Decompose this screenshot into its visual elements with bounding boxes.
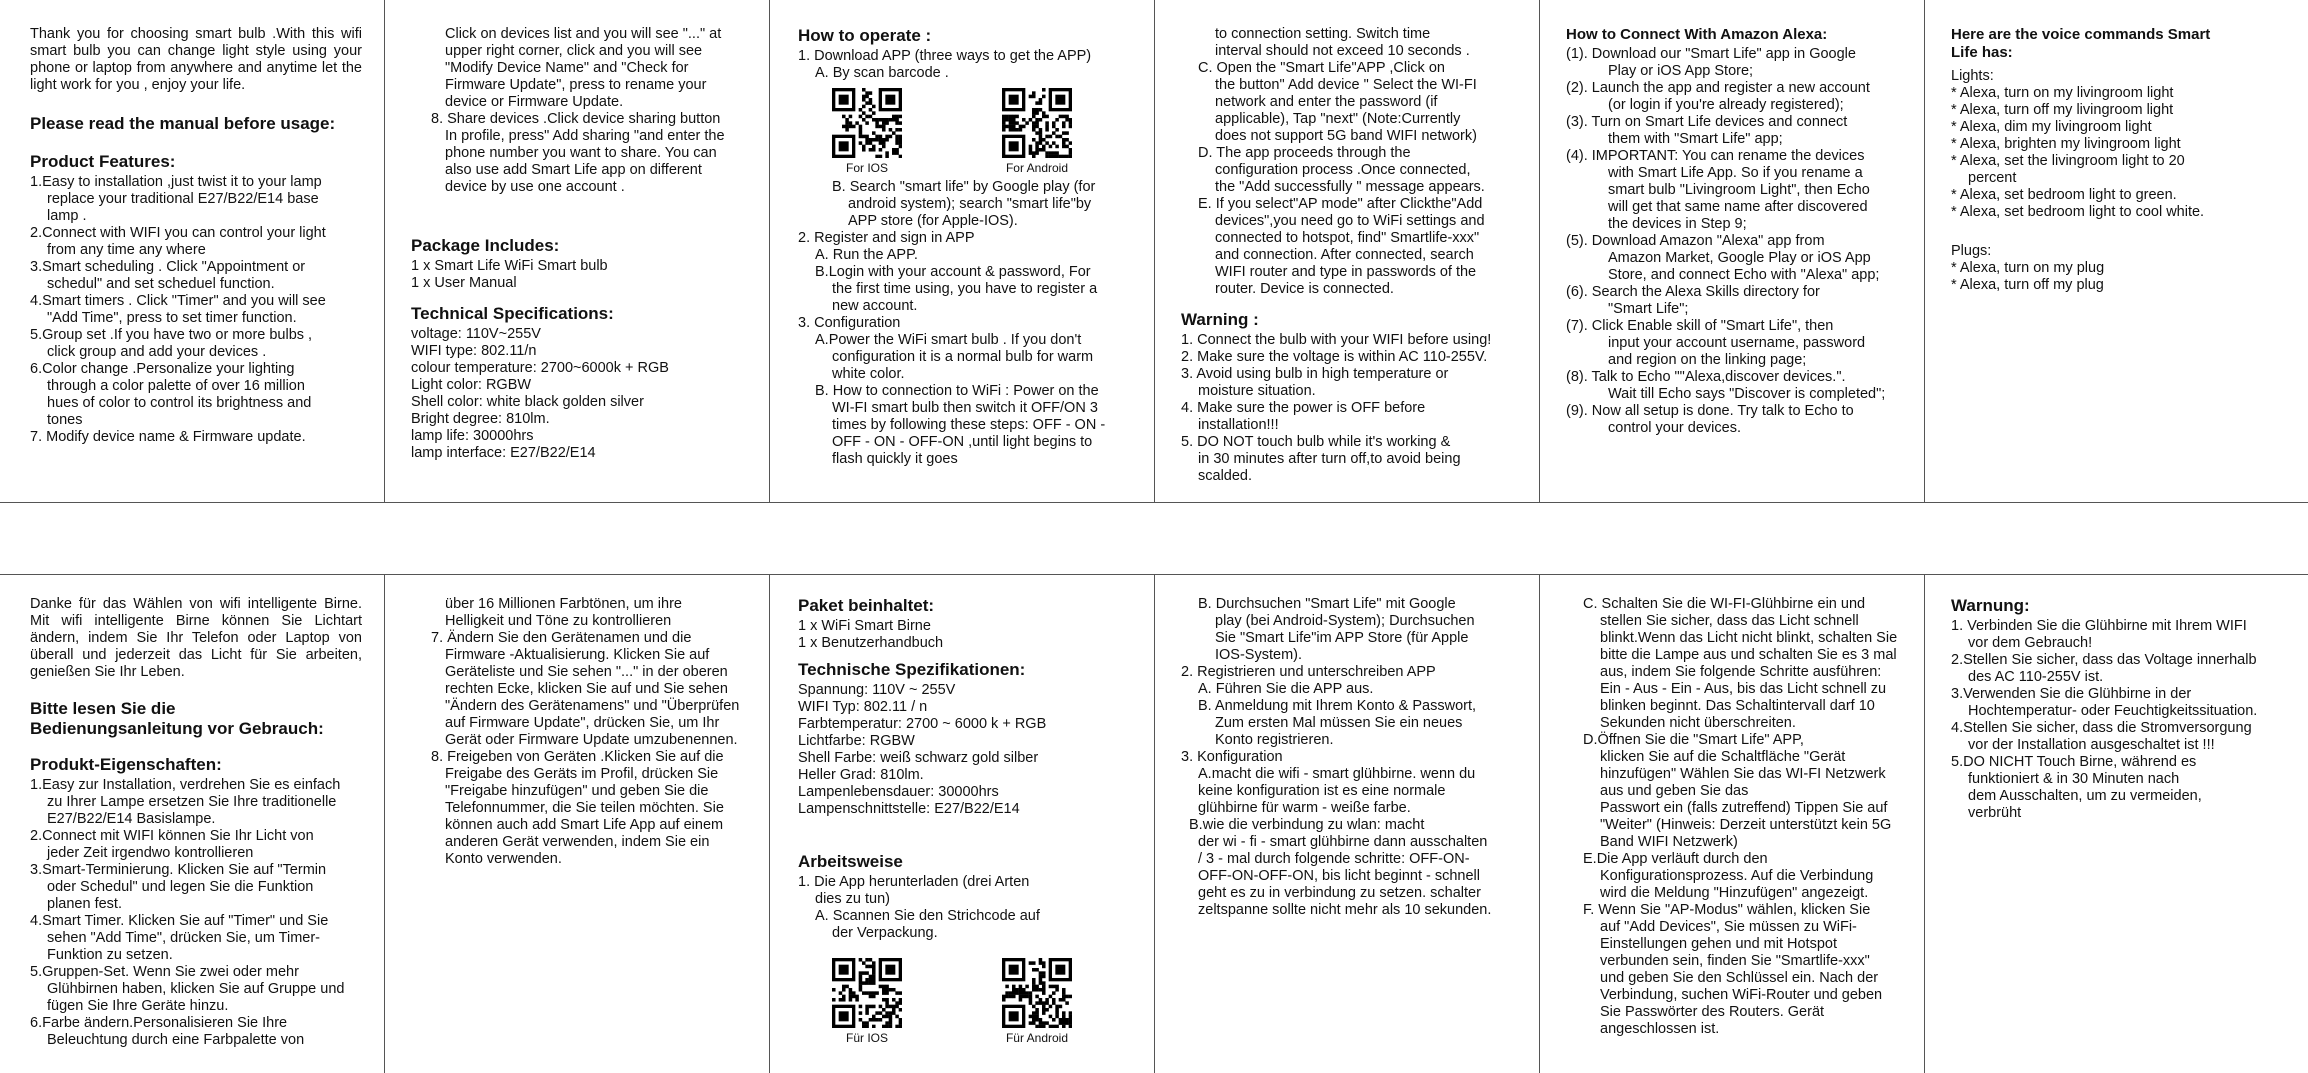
- alexa-step: (or login if you're already registered);: [1608, 97, 1844, 113]
- step-line: B. Search "smart life" by Google play (for: [832, 179, 1096, 195]
- specs-heading: Technical Specifications:: [411, 304, 614, 323]
- warning-item: installation!!!: [1198, 417, 1279, 433]
- voice-command: * Alexa, turn on my livingroom light: [1951, 85, 2174, 101]
- step-line: der Verpackung.: [832, 925, 938, 941]
- step-line: 2. Registrieren und unterschreiben APP: [1181, 664, 1436, 680]
- qr-code-icon: [1002, 958, 1072, 1028]
- list-item: 3.Smart-Terminierung. Klicken Sie auf "Termin: [30, 862, 327, 878]
- package-item: 1 x Smart Life WiFi Smart bulb: [411, 258, 608, 274]
- alexa-step: input your account username, password: [1608, 335, 1866, 351]
- alexa-step: the devices in Step 9;: [1608, 216, 1747, 232]
- panel-operate-en: [770, 0, 1155, 502]
- voice-command: * Alexa, set bedroom light to cool white.: [1951, 204, 2205, 220]
- list-item: Glühbirnen haben, klicken Sie auf Gruppe und: [47, 981, 345, 997]
- text-line: phone number you want to share. You can: [445, 145, 717, 161]
- english-row: [0, 0, 2308, 502]
- step-line: 1. Die App herunterladen (drei Arten: [798, 874, 1030, 890]
- alexa-step: Amazon Market, Google Play or iOS App: [1608, 250, 1871, 266]
- step-line: Sekunden nicht überschreiten.: [1600, 715, 1796, 731]
- warning-item: 2. Make sure the voltage is within AC 110-255V.: [1181, 349, 1488, 365]
- voice-command: percent: [1968, 170, 2017, 186]
- list-item: zu Ihrer Lampe ersetzen Sie Ihre traditionelle: [47, 794, 337, 810]
- step-line: 2. Register and sign in APP: [798, 230, 975, 246]
- list-item: 1.Easy zur Installation, verdrehen Sie es einfach: [30, 777, 341, 793]
- list-item: 6.Farbe ändern.Personalisieren Sie Ihre: [30, 1015, 288, 1031]
- voice-command: * Alexa, turn on my plug: [1951, 260, 2105, 276]
- warning-item: Hochtemperatur- oder Feuchtigkeitssituation.: [1968, 703, 2258, 719]
- spec-item: Farbtemperatur: 2700 ~ 6000 k + RGB: [798, 716, 1047, 732]
- step-line: angeschlossen ist.: [1600, 1021, 1720, 1037]
- panel-alexa-en: [1540, 0, 1925, 502]
- step-line: "Weiter" (Hinweis: Derzeit unterstützt kein 5G: [1600, 817, 1892, 833]
- package-item: 1 x Benutzerhandbuch: [798, 635, 944, 651]
- alexa-step: will get that same name after discovered: [1608, 199, 1868, 215]
- manual-heading: Bedienungsanleitung vor Gebrauch:: [30, 719, 324, 738]
- list-item: replace your traditional E27/B22/E14 base: [47, 191, 319, 207]
- text-line: Click on devices list and you will see "..." at: [445, 26, 722, 42]
- step-line: connected to hotspot, find" Smartlife-xxx": [1215, 230, 1480, 246]
- warning-item: 4.Stellen Sie sicher, dass die Stromversorgung: [1951, 720, 2252, 736]
- alexa-step: (6). Search the Alexa Skills directory for: [1566, 284, 1820, 300]
- manual-heading: Please read the manual before usage:: [30, 114, 336, 133]
- spec-item: Lichtfarbe: RGBW: [798, 733, 915, 749]
- step-line: B.wie die verbindung zu wlan: macht: [1189, 817, 1425, 833]
- step-line: D. The app proceeds through the: [1198, 145, 1411, 161]
- warning-item: dem Ausschalten, um zu vermeiden,: [1968, 788, 2202, 804]
- step-line: 3. Konfiguration: [1181, 749, 1283, 765]
- step-line: B. Durchsuchen "Smart Life" mit Google: [1198, 596, 1456, 612]
- step-line: applicable), Tap "next" (Note:Currently: [1215, 111, 1461, 127]
- alexa-step: (7). Click Enable skill of "Smart Life", then: [1566, 318, 1834, 334]
- step-line: Konto registrieren.: [1215, 732, 1334, 748]
- list-item: 3.Smart scheduling . Click "Appointment or: [30, 259, 306, 275]
- warning-item: 1. Verbinden Sie die Glühbirne mit Ihrem WIFI: [1951, 618, 2247, 634]
- alexa-step: with Smart Life App. So if you rename a: [1608, 165, 1863, 181]
- step-line: wird die Meldung "Hinzufügen" angezeigt.: [1600, 885, 1869, 901]
- text-line: 7. Ändern Sie den Gerätenamen und die: [431, 630, 692, 646]
- alexa-step: (3). Turn on Smart Life devices and connect: [1566, 114, 1848, 130]
- spec-item: WIFI Typ: 802.11 / n: [798, 699, 928, 715]
- alexa-step: (8). Talk to Echo ""Alexa,discover devices.".: [1566, 369, 1846, 385]
- step-line: Sie "Smart Life"im APP Store (für Apple: [1215, 630, 1469, 646]
- panel-connect-de: [1540, 574, 1925, 1073]
- qr-ios-label: Für IOS: [845, 1031, 888, 1045]
- alexa-step: Store, and connect Echo with "Alexa" app;: [1608, 267, 1880, 283]
- step-line: IOS-System).: [1215, 647, 1303, 663]
- warning-item: 3. Avoid using bulb in high temperature or: [1181, 366, 1449, 382]
- list-item: click group and add your devices .: [47, 344, 267, 360]
- qr-code-icon: [1002, 88, 1072, 158]
- step-line: configuration it is a normal bulb for warm: [832, 349, 1094, 365]
- step-line: configuration process .Once connected,: [1215, 162, 1471, 178]
- spec-item: Light color: RGBW: [411, 377, 532, 393]
- spec-item: Lampenschnittstelle: E27/B22/E14: [798, 801, 1020, 817]
- qr-ios: [832, 88, 902, 175]
- text-line: 8. Freigeben von Geräten .Klicken Sie auf die: [431, 749, 724, 765]
- step-line: network and enter the password (if: [1215, 94, 1438, 110]
- voice-command: * Alexa, brighten my livingroom light: [1951, 136, 2181, 152]
- text-line: rechten Ecke, klicken Sie auf und Sie sehen: [445, 681, 728, 697]
- step-line: new account.: [832, 298, 918, 314]
- text-line: Gerät oder Firmware Update umzubenennen.: [445, 732, 738, 748]
- step-line: Zum ersten Mal müssen Sie ein neues: [1215, 715, 1463, 731]
- features-heading: Product Features:: [30, 152, 176, 171]
- list-item: 6.Color change .Personalize your lighting: [30, 361, 295, 377]
- warning-item: 1. Connect the bulb with your WIFI before using!: [1181, 332, 1492, 348]
- warning-item: vor der Installation ausgeschaltet ist !!!: [1968, 737, 2215, 753]
- text-line: auf Firmware Update", drücken Sie, um Ihr: [445, 715, 720, 731]
- step-line: does not support 5G band WIFI network): [1215, 128, 1477, 144]
- alexa-step: (4). IMPORTANT: You can rename the devices: [1566, 148, 1865, 164]
- alexa-step: (9). Now all setup is done. Try talk to Echo to: [1566, 403, 1854, 419]
- step-line: F. Wenn Sie "AP-Modus" wählen, klicken Sie: [1583, 902, 1871, 918]
- step-line: the "Add successfully " message appears.: [1215, 179, 1485, 195]
- step-line: C. Open the "Smart Life"APP ,Click on: [1198, 60, 1445, 76]
- voice-command: * Alexa, set the livingroom light to 20: [1951, 153, 2185, 169]
- step-line: B. How to connection to WiFi : Power on the: [815, 383, 1099, 399]
- step-line: D.Öffnen Sie die "Smart Life" APP,: [1583, 732, 1804, 748]
- step-line: stellen Sie sicher, dass das Licht schnell: [1600, 613, 1859, 629]
- alexa-heading: How to Connect With Amazon Alexa:: [1566, 26, 1828, 43]
- list-item: fügen Sie Ihre Geräte hinzu.: [47, 998, 229, 1014]
- step-line: aus, indem Sie folgende Schritte ausführen:: [1600, 664, 1882, 680]
- warning-item: 5.DO NICHT Touch Birne, während es: [1951, 754, 2197, 770]
- step-line: A. Run the APP.: [815, 247, 918, 263]
- step-line: WIFI router and type in passwords of the: [1215, 264, 1477, 280]
- features-list: [30, 174, 362, 446]
- plugs-label: Plugs:: [1951, 243, 1992, 259]
- spec-item: Lampenlebensdauer: 30000hrs: [798, 784, 999, 800]
- text-line: Freigabe des Geräts im Profil, drücken Sie: [445, 766, 719, 782]
- qr-android: [1002, 958, 1072, 1045]
- step-line: E.Die App verläuft durch den: [1583, 851, 1768, 867]
- list-item: hues of color to control its brightness and: [47, 395, 312, 411]
- step-line: der wi - fi - smart glühbirne dann ausschalten: [1198, 834, 1488, 850]
- step-line: 1. Download APP (three ways to get the APP): [798, 48, 1092, 64]
- step-line: klicken Sie auf die Schaltfläche "Gerät: [1600, 749, 1846, 765]
- voice-command: * Alexa, turn off my plug: [1951, 277, 2104, 293]
- step-line: und geben Sie den Schlüssel ein. Nach der: [1600, 970, 1879, 986]
- step-line: auf "Add Devices", Sie müssen zu WiFi-: [1600, 919, 1857, 935]
- spec-item: lamp life: 30000hrs: [411, 428, 534, 444]
- step-line: to connection setting. Switch time: [1215, 26, 1431, 42]
- step-line: blinkt.Wenn das Licht nicht blinkt, schalten Sie: [1600, 630, 1898, 646]
- lights-label: Lights:: [1951, 68, 1994, 84]
- step-line: Konfigurationsprozess. Auf die Verbindung: [1600, 868, 1874, 884]
- qr-android: [1002, 88, 1072, 175]
- qr-ios: [832, 958, 902, 1045]
- manual-heading: Bitte lesen Sie die: [30, 699, 176, 718]
- qr-android-label: For Android: [1005, 161, 1069, 175]
- step-line: A.Power the WiFi smart bulb . If you don't: [815, 332, 1082, 348]
- step-line: flash quickly it goes: [832, 451, 958, 467]
- step-line: bitte die Lampe aus und schalten Sie es 3 mal: [1600, 647, 1897, 663]
- step-line: times by following these steps: OFF - ON -: [832, 417, 1106, 433]
- voice-heading: Life has:: [1951, 44, 2013, 61]
- text-line: 8. Share devices .Click device sharing button: [431, 111, 721, 127]
- step-line: the button" Add device " Select the WI-FI: [1215, 77, 1477, 93]
- list-item: from any time any where: [47, 242, 206, 258]
- list-item: schedul" and set scheduel function.: [47, 276, 275, 292]
- step-line: A. By scan barcode .: [815, 65, 949, 81]
- step-line: android system); search "smart life"by: [848, 196, 1092, 212]
- step-line: white color.: [832, 366, 905, 382]
- operate-heading: Arbeitsweise: [798, 852, 903, 871]
- panel-voice-en: [1925, 0, 2308, 502]
- qr-code-icon: [832, 958, 902, 1028]
- spec-item: lamp interface: E27/B22/E14: [411, 445, 596, 461]
- step-line: Sie Passwörter des Routers. Gerät: [1600, 1004, 1825, 1020]
- warning-item: 2.Stellen Sie sicher, dass das Voltage innerhalb: [1951, 652, 2257, 668]
- qr-code-icon: [832, 88, 902, 158]
- warning-item: in 30 minutes after turn off,to avoid being: [1198, 451, 1461, 467]
- alexa-step: them with "Smart Life" app;: [1608, 131, 1783, 147]
- panel-connect-en: [1155, 0, 1540, 502]
- step-line: OFF - ON - OFF-ON ,until light begins to: [832, 434, 1093, 450]
- list-item: "Add Time", press to set timer function.: [47, 310, 297, 326]
- qr-codes: [798, 88, 1132, 175]
- list-item: 2.Connect with WIFI you can control your light: [30, 225, 326, 241]
- step-line: A. Scannen Sie den Strichcode auf: [815, 908, 1040, 924]
- text-line: Firmware -Aktualisierung. Klicken Sie auf: [445, 647, 710, 663]
- intro-text: Thank you for choosing smart bulb .With this wifi smart bulb you can change light style using your phone or laptop from anywhere and anytime let the light work for you , enjoy your life.: [30, 26, 362, 93]
- spec-item: voltage: 110V~255V: [411, 326, 541, 342]
- list-item: sehen "Add Time", drücken Sie, um Timer-: [47, 930, 321, 946]
- features-heading: Produkt-Eigenschaften:: [30, 755, 222, 774]
- spec-item: Shell color: white black golden silver: [411, 394, 644, 410]
- step-line: aus und geben Sie das: [1600, 783, 1749, 799]
- list-item: 4.Smart timers . Click "Timer" and you will see: [30, 293, 326, 309]
- spec-item: Bright degree: 810lm.: [411, 411, 550, 427]
- step-line: B. Anmeldung mit Ihrem Konto & Passwort,: [1198, 698, 1477, 714]
- alexa-step: (5). Download Amazon "Alexa" app from: [1566, 233, 1825, 249]
- list-item: 5.Gruppen-Set. Wenn Sie zwei oder mehr: [30, 964, 299, 980]
- spec-item: Spannung: 110V ~ 255V: [798, 682, 956, 698]
- step-line: APP store (for Apple-IOS).: [848, 213, 1018, 229]
- list-item: jeder Zeit irgendwo kontrollieren: [47, 845, 254, 861]
- step-line: keine konfiguration ist es eine normale: [1198, 783, 1446, 799]
- list-item: Funktion zu setzen.: [47, 947, 173, 963]
- step-line: 3. Configuration: [798, 315, 901, 331]
- step-line: / 3 - mal durch folgende schritte: OFF-ON-: [1198, 851, 1470, 867]
- warning-item: moisture situation.: [1198, 383, 1316, 399]
- list-item: oder Schedul" und legen Sie die Funktion: [47, 879, 314, 895]
- step-line: hinzufügen" Wählen Sie das WI-FI Netzwerk: [1600, 766, 1886, 782]
- step-line: devices",you need go to WiFi settings and: [1215, 213, 1485, 229]
- text-line: device or Firmware Update.: [445, 94, 624, 110]
- package-item: 1 x WiFi Smart Birne: [798, 618, 931, 634]
- operate-heading: How to operate :: [798, 26, 932, 45]
- spec-item: colour temperature: 2700~6000k + RGB: [411, 360, 669, 376]
- text-line: Helligkeit und Töne zu kontrollieren: [445, 613, 672, 629]
- list-item: 1.Easy to installation ,just twist it to your lamp: [30, 174, 322, 190]
- step-line: OFF-ON-OFF-ON, bis licht beginnt - schnell: [1198, 868, 1480, 884]
- intro-text: Danke für das Wählen von wifi intelligente Birne. Mit wifi intelligente Birne können Sie Lichtart ändern, indem Sie Ihr Telefon oder Laptop von überall und jederzeit das Licht für Sie arbeiten, genießen Sie Ihr Leben.: [30, 596, 362, 680]
- text-line: "Freigabe hinzufügen" und geben Sie die: [445, 783, 709, 799]
- text-line: über 16 Millionen Farbtönen, um ihre: [445, 596, 682, 612]
- text-line: also use add Smart Life app on different: [445, 162, 702, 178]
- warning-item: scalded.: [1198, 468, 1253, 484]
- warning-heading: Warning :: [1181, 310, 1259, 329]
- spec-item: Shell Farbe: weiß schwarz gold silber: [798, 750, 1039, 766]
- list-item: 5.Group set .If you have two or more bulbs ,: [30, 327, 313, 343]
- list-item: lamp .: [47, 208, 87, 224]
- panel-register-de: [1155, 574, 1540, 1073]
- voice-heading: Here are the voice commands Smart: [1951, 26, 2211, 43]
- list-item: Beleuchtung durch eine Farbpalette von: [47, 1032, 305, 1048]
- panel-devices-de: [385, 574, 770, 1073]
- step-line: Einstellungen gehen und mit Hotspot: [1600, 936, 1837, 952]
- top-divider-line: [0, 502, 2308, 503]
- list-item: through a color palette of over 16 million: [47, 378, 305, 394]
- text-line: können auch add Smart Life App auf einem: [445, 817, 724, 833]
- step-line: the first time using, you have to register a: [832, 281, 1098, 297]
- step-line: dies zu tun): [815, 891, 890, 907]
- text-line: In profile, press" Add sharing "and enter the: [445, 128, 725, 144]
- step-line: Verbindung, suchen WiFi-Router und geben: [1600, 987, 1883, 1003]
- list-item: tones: [47, 412, 83, 428]
- warning-item: 5. DO NOT touch bulb while it's working &: [1181, 434, 1451, 450]
- panel-intro-de: [0, 574, 385, 1073]
- step-line: A.macht die wifi - smart glühbirne. wenn du: [1198, 766, 1476, 782]
- qr-codes: [798, 958, 1132, 1045]
- panel-devices-en: [385, 0, 770, 502]
- alexa-step: Wait till Echo says "Discover is completed";: [1608, 386, 1886, 402]
- alexa-step: smart bulb "Livingroom Light", then Echo: [1608, 182, 1870, 198]
- text-line: device by use one account .: [445, 179, 625, 195]
- alexa-step: (2). Launch the app and register a new account: [1566, 80, 1870, 96]
- warning-item: verbrüht: [1968, 805, 2022, 821]
- step-line: and connection. After connected, search: [1215, 247, 1474, 263]
- alexa-step: (1). Download our "Smart Life" app in Google: [1566, 46, 1856, 62]
- warning-item: des AC 110-255V ist.: [1968, 669, 2104, 685]
- alexa-step: "Smart Life";: [1608, 301, 1689, 317]
- step-line: verbunden sein, finden Sie "Smartlife-xxx": [1600, 953, 1870, 969]
- panel-package-de: [770, 574, 1155, 1073]
- list-item: 2.Connect mit WIFI können Sie Ihr Licht von: [30, 828, 314, 844]
- step-line: B.Login with your account & password, For: [815, 264, 1091, 280]
- step-line: Ein - Aus - Ein - Aus, bis das Licht schnell zu: [1600, 681, 1887, 697]
- spec-item: Heller Grad: 810lm.: [798, 767, 924, 783]
- voice-command: * Alexa, dim my livingroom light: [1951, 119, 2152, 135]
- qr-android-label: Für Android: [1005, 1031, 1069, 1045]
- step-line: A. Führen Sie die APP aus.: [1198, 681, 1374, 697]
- step-line: play (bei Android-System); Durchsuchen: [1215, 613, 1475, 629]
- list-item: 4.Smart Timer. Klicken Sie auf "Timer" und Sie: [30, 913, 329, 929]
- warning-item: vor dem Gebrauch!: [1968, 635, 2093, 651]
- package-heading: Paket beinhaltet:: [798, 596, 935, 615]
- step-line: glühbirne für warm - weiße farbe.: [1198, 800, 1411, 816]
- spec-item: WIFI type: 802.11/n: [411, 343, 537, 359]
- panel-intro-en: [0, 0, 385, 502]
- step-line: blinken beginnt. Das Schaltintervall darf 10: [1600, 698, 1875, 714]
- step-line: geht es zu in verbindung zu setzen. schalter: [1198, 885, 1481, 901]
- warning-item: 4. Make sure the power is OFF before: [1181, 400, 1426, 416]
- step-line: E. If you select"AP mode" after Clickthe"Add: [1198, 196, 1483, 212]
- alexa-step: and region on the linking page;: [1608, 352, 1807, 368]
- text-line: anderen Gerät verwenden, indem Sie ein: [445, 834, 710, 850]
- alexa-step: control your devices.: [1608, 420, 1741, 436]
- specs-heading: Technische Spezifikationen:: [798, 660, 1026, 679]
- list-item: 7. Modify device name & Firmware update.: [30, 429, 306, 445]
- qr-ios-label: For IOS: [845, 161, 888, 175]
- voice-command: * Alexa, turn off my livingroom light: [1951, 102, 2174, 118]
- text-line: "Modify Device Name" and "Check for: [445, 60, 689, 76]
- step-line: C. Schalten Sie die WI-FI-Glühbirne ein und: [1583, 596, 1866, 612]
- list-item: E27/B22/E14 Basislampe.: [47, 811, 216, 827]
- voice-command: * Alexa, set bedroom light to green.: [1951, 187, 2177, 203]
- german-row: [0, 574, 2308, 1073]
- warning-item: funktioniert & in 30 Minuten nach: [1968, 771, 2180, 787]
- step-line: WI-FI smart bulb then switch it OFF/ON 3: [832, 400, 1098, 416]
- text-line: upper right corner, click and you will see: [445, 43, 703, 59]
- step-line: router. Device is connected.: [1215, 281, 1394, 297]
- step-line: Band WIFI Netzwerk): [1600, 834, 1738, 850]
- step-line: zeltspanne sollte nicht mehr als 10 sekunden.: [1198, 902, 1492, 918]
- text-line: Firmware Update", press to rename your: [445, 77, 707, 93]
- text-line: Telefonnummer, die Sie teilen möchten. Sie: [445, 800, 724, 816]
- text-line: Geräteliste und Sie sehen "..." in der oberen: [445, 664, 728, 680]
- text-line: Konto verwenden.: [445, 851, 562, 867]
- text-line: "Ändern des Gerätenamens" und "Überprüfen: [445, 698, 740, 714]
- list-item: planen fest.: [47, 896, 122, 912]
- alexa-step: Play or iOS App Store;: [1608, 63, 1754, 79]
- step-line: interval should not exceed 10 seconds .: [1215, 43, 1470, 59]
- warning-item: 3.Verwenden Sie die Glühbirne in der: [1951, 686, 2192, 702]
- step-line: Passwort ein (falls zutreffend) Tippen Sie auf: [1600, 800, 1888, 816]
- package-heading: Package Includes:: [411, 236, 560, 255]
- warning-heading: Warnung:: [1951, 596, 2030, 615]
- panel-warning-de: [1925, 574, 2308, 1073]
- package-item: 1 x User Manual: [411, 275, 517, 291]
